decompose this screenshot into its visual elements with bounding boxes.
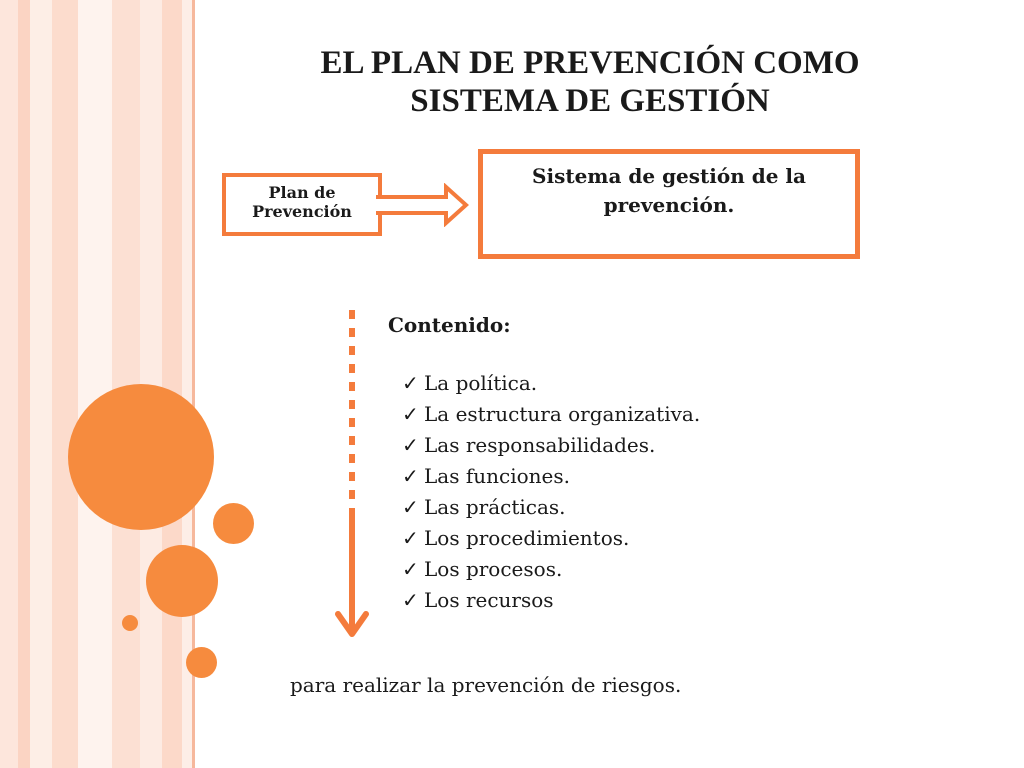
plan-box-line-1: Plan de (268, 183, 336, 202)
plan-box-line-2: Prevención (252, 202, 352, 221)
list-item-text: Los procedimientos. (424, 526, 630, 550)
checkmark-icon: ✓ (402, 402, 419, 426)
checkmark-icon: ✓ (402, 433, 419, 457)
checkmark-icon: ✓ (402, 557, 419, 581)
title-line-2: SISTEMA DE GESTIÓN (410, 83, 770, 119)
checkmark-icon: ✓ (402, 588, 419, 612)
list-item-text: Los recursos (424, 588, 554, 612)
checkmark-icon: ✓ (402, 464, 419, 488)
stripe (18, 0, 30, 768)
list-item-text: La política. (424, 371, 538, 395)
list-item (402, 461, 732, 492)
list-item (402, 554, 732, 585)
list-item-text: Los procesos. (424, 557, 563, 581)
content-list (402, 368, 732, 616)
decorative-circle (186, 647, 217, 678)
sistema-box-line-2: prevención. (603, 193, 735, 217)
list-item-text: La estructura organizativa. (424, 402, 701, 426)
list-item-text: Las funciones. (424, 464, 570, 488)
sistema-box-line-1: Sistema de gestión de la (532, 164, 806, 188)
list-item-text: Las prácticas. (424, 495, 566, 519)
stripe (30, 0, 52, 768)
list-item (402, 585, 732, 616)
decorative-stripes (0, 0, 200, 768)
down-arrow-icon (335, 308, 369, 644)
list-item (402, 523, 732, 554)
list-item (402, 492, 732, 523)
decorative-circle-large (68, 384, 214, 530)
stripe (0, 0, 18, 768)
decorative-circle (213, 503, 254, 544)
sistema-gestion-box (478, 149, 860, 259)
right-arrow-icon (374, 183, 470, 227)
checkmark-icon: ✓ (402, 495, 419, 519)
list-item (402, 430, 732, 461)
checkmark-icon: ✓ (402, 371, 419, 395)
title-line-1: EL PLAN DE PREVENCIÓN COMO (320, 45, 860, 81)
stripe (78, 0, 112, 768)
list-item (402, 368, 732, 399)
page-title (240, 44, 940, 120)
stripe (52, 0, 78, 768)
stripe (162, 0, 182, 768)
list-item (402, 399, 732, 430)
footer-text: para realizar la prevención de riesgos. (290, 673, 682, 697)
plan-prevencion-box (222, 173, 382, 236)
decorative-circle (146, 545, 218, 617)
checkmark-icon: ✓ (402, 526, 419, 550)
list-item-text: Las responsabilidades. (424, 433, 656, 457)
content-label: Contenido: (388, 313, 511, 337)
decorative-circle (122, 615, 138, 631)
